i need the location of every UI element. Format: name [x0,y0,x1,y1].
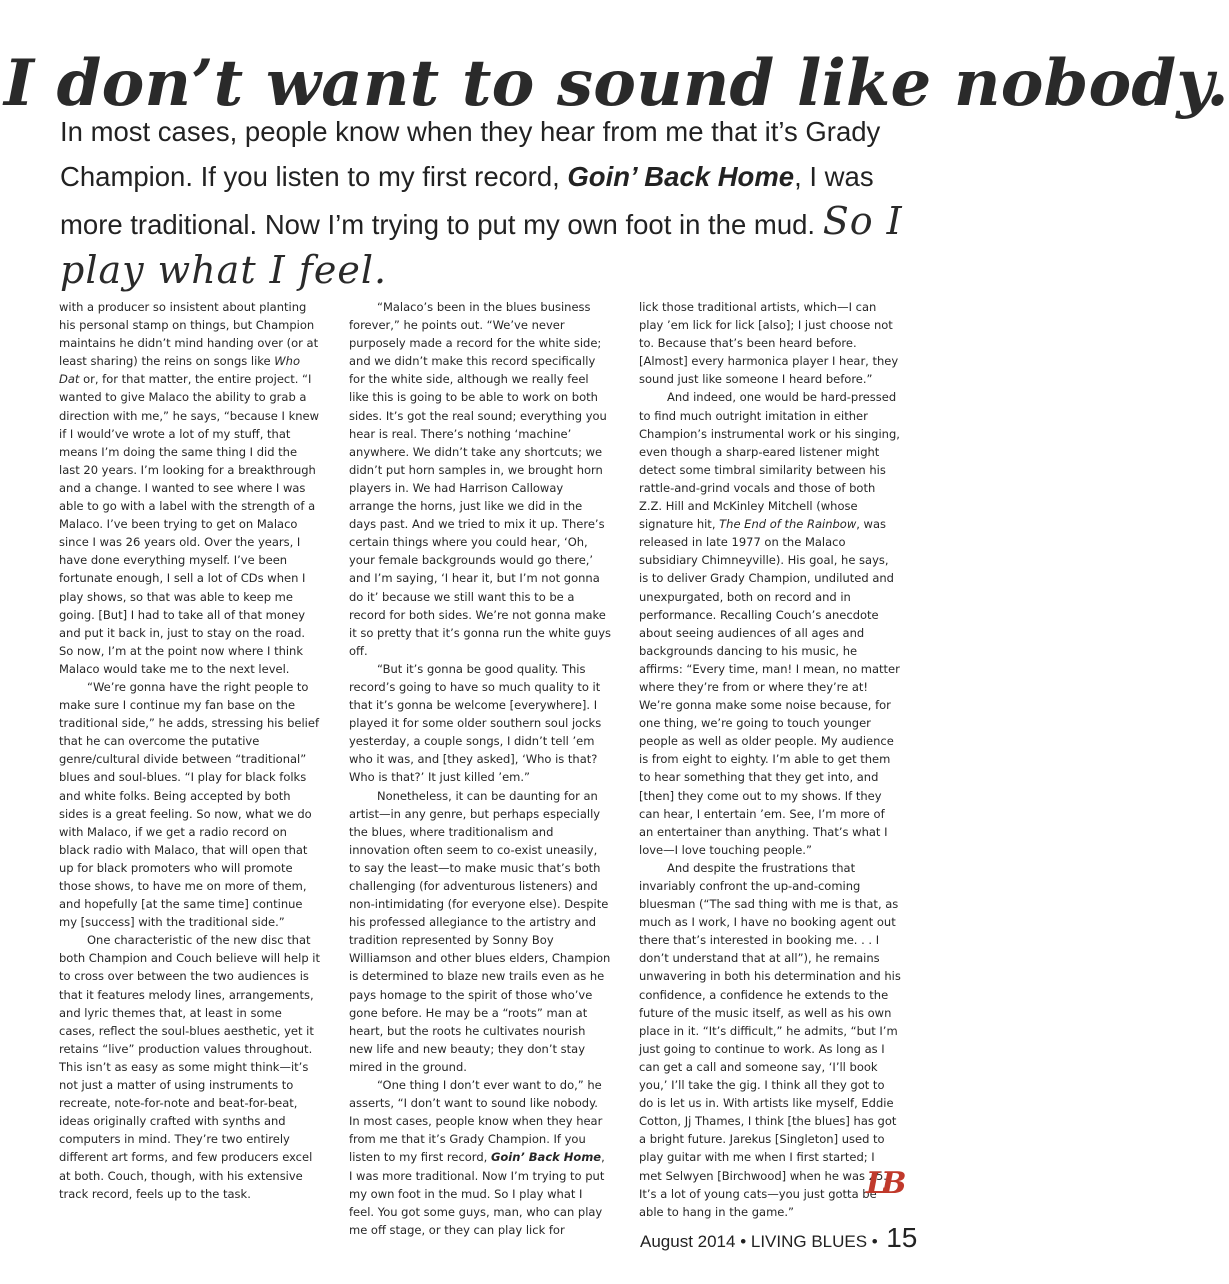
text-run: , was released in late 1977 on the Malaco subsidiary Chimneyville). His goal, he says, is to deliver Grady Champion, undiluted and unexpurgated, both on record and in performance. Recalling Couch’s anecdote about seeing audiences of all ages and backgrounds dancing to his music, he affirms: “Every time, man! I mean, no matter where they’re from or where they’re at! We’re gonna make some noise because, for one thing, we’re going to touch younger people as well as older people. My audience is from eight to eighty. I’m able to get them to hear something that they get into, and [then] they come out to my shows. If they can hear, I entertain ’em. See, I’m more of an entertainer than anything. That’s what I love—I love touching people.” [639,517,900,857]
album-title: Goin’ Back Home [490,1150,602,1165]
paragraph: Nonetheless, it can be daunting for an artist—in any genre, but perhaps especially the blues, where traditionalism and innovation often seem to co-exist uneasily, to say the least—to make music that’s both challenging (for adventurous listeners) and non-intimidating (for everyone else). Despite his professed allegiance to the artistry and tradition represented by Sonny Boy Williamson and other blues elders, Champion is determined to blaze new trails even as he pays homage to the spirit of those who’ve gone before. He may be a “roots” man at heart, but the roots he cultivates nourish new life and new beauty; they don’t stay mired in the ground. [349,788,611,1074]
paragraph: And despite the frustrations that invariably confront the up-and-coming bluesman (“The sad thing with me is that, as much as I work, I have no booking agent out there that’s interested in booking me. . . I don’t understand that at all”), he remains unwavering in both his determination and his confidence, a confidence he extends to the future of the music itself, as well as his own place in it. “It’s difficult,” he admits, “but I’m just going to continue to work. As long as I can get a call and someone say, ‘I’ll book you,’ I’ll take the gig. I think all they got to do is let us in. With artists like myself, Eddie Cotton, Jj Thames, I think [the blues] has got a bright future. Jarekus [Singleton] used to play guitar with me when I first started; I met Selwyen [Birchwood] when he was 25. It’s a lot of young cats—you just gotta be able to hang in the game.” [639,860,901,1219]
paragraph: “But it’s gonna be good quality. This record’s going to have so much quality to it that it’s gonna be welcome [everywhere]. I played it for some older southern soul jocks yesterday, a couple songs, I didn’t tell ’em who it was, and [they asked], ‘Who is that? Who is that?’ It just killed ’em.” [349,661,602,785]
paragraph: “Malaco’s been in the blues business forever,” he points out. “We’ve never purposely made a record for the white side; and we didn’t make this record specifically for the white side, although we really feel like this is going to be able to work on both sides. It’s got the real sound; everything you hear is real. There’s nothing ‘machine’ anywhere. We didn’t take any shortcuts; we didn’t put horn samples in, we brought horn players in. We had Harrison Calloway arrange the horns, just like we did in the days past. And we tried to mix it up. There’s certain things where you could hear, ‘Oh, your female backgrounds would go there,’ and I’m saying, ‘I hear it, but I’m not gonna do it’ because we still want this to be a record for both sides. We’re not gonna make it so pretty that it’s gonna run the white guys off. [349,300,612,658]
pull-quote-text-2: , I was more traditional. Now I’m trying to put my own foot in the mud. [60,160,874,240]
page-footer [640,1222,918,1254]
song-title: Who Dat [59,354,300,387]
pull-quote-album-title: Goin’ Back Home [567,160,795,192]
pull-quote-script-end: So I play what I feel. [60,199,903,292]
page-number: 15 [886,1222,918,1253]
article-column-1 [59,298,321,1203]
text-run: And indeed, one would be hard-pressed to find much outright imitation in either Champion’s instrumental work or his singing, even though a sharp-eared listener might detect some timbral similarity between his rattle-and-grind vocals and those of both Z.Z. Hill and McKinley Mitchell (whose signature hit, [639,390,900,532]
paragraph: One characteristic of the new disc that both Champion and Couch believe will help it to cross over between the two audiences is that it features melody lines, arrangements, and lyric themes that, at least in some cases, reflect the soul-blues aesthetic, yet it retains “live” production values throughout. This isn’t as easy as some might think—it’s not just a matter of using instruments to recreate, note-for-note and beat-for-beat, ideas originally crafted with synths and computers in mind. They’re two entirely different art forms, and few producers excel at both. Couch, though, with his extensive track record, feels up to the task. [59,933,320,1201]
text-run: or, for that matter, the entire project. “I wanted to give Malaco the ability to grab a direction with me,” he says, “because I knew if I would’ve wrote a lot of my stuff, that means I’m doing the same thing I did the last 20 years. I’m looking for a breakthrough and a change. I wanted to see where I was able to go with a label with the strength of a Malaco. I’ve been trying to get on Malaco since I was 26 years old. Over the years, I have done everything myself. I’ve been fortunate enough, I sell a lot of CDs when I play shows, so that was able to keep me going. [But] I had to take all of that money and put it back in, just to stay on the road. So now, I’m at the point now where I think Malaco would take me to the next level. [59,372,320,676]
paragraph [349,1076,611,1239]
song-title: The End of the Rainbow [719,517,857,532]
article-column-2 [349,298,611,1239]
pull-quote-lead [60,110,920,296]
text-run: with a producer so insistent about planting his personal stamp on things, but Champion maintains he didn’t mind handing over (or at least sharing) the reins on songs like [59,300,319,369]
text-run: , I was more traditional. Now I’m trying to put my own foot in the mud. So I play what I feel. You got some guys, man, who can play me off stage, or they can play lick for [349,1150,605,1237]
text-run: “One thing I don’t ever want to do,” he asserts, “I don’t want to sound like nobody. In most cases, people know when they hear from me that it’s Grady Champion. If you listen to my first record, [349,1078,603,1165]
article-column-3 [639,298,901,1221]
paragraph: “We’re gonna have the right people to make sure I continue my fan base on the traditional side,” he adds, stressing his belief that he can overcome the putative genre/cultural divide between “traditional” blues and soul-blues. “I play for black folks and white folks. Being accepted by both sides is a great feeling. So now, what we do with Malaco, if we get a radio record on black radio with Malaco, that will open that up for black promoters who will promote those shows, to have me on more of them, and hopefully [at the same time] continue my [success] with the traditional side.” [59,679,319,930]
paragraph: lick those traditional artists, which—I can play ’em lick for lick [also]; I just choose not to. Because that’s been heard before. [Almost] every harmonica player I hear, they sound just like someone I heard before.” [639,300,899,387]
issue-folio: August 2014 • LIVING BLUES • [640,1232,878,1251]
paragraph [639,388,901,858]
pull-quote-text-1: In most cases, people know when they hear from me that it’s Grady Champion. If you listen to my first record, [60,116,881,192]
living-blues-end-mark-icon: LB [866,1166,901,1201]
paragraph [59,298,321,678]
pull-quote-headline: I don’t want to sound like nobody. [4,46,1229,121]
